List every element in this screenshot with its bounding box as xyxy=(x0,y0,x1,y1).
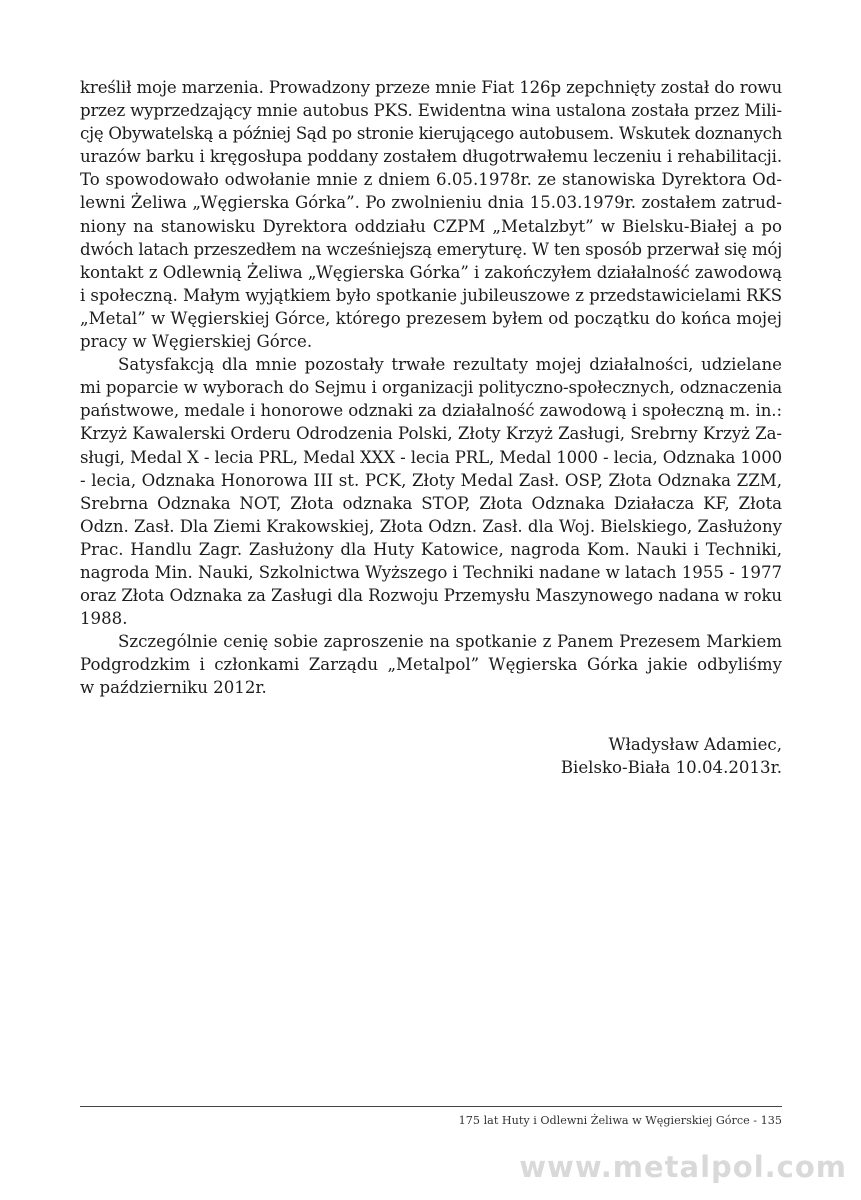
text-line: mi poparcie w wyborach do Sejmu i organizacji polityczno-społecznych, odznaczenia xyxy=(80,378,783,398)
text-line: i społeczną. Małym wyjątkiem było spotkanie jubileuszowe z przedstawicielami RKS xyxy=(80,285,783,305)
text-line: Krzyż Kawalerski Orderu Odrodzenia Polski, Złoty Krzyż Zasługi, Srebrny Krzyż Za- xyxy=(80,424,782,444)
text-line: sługi, Medal X - lecia PRL, Medal XXX - lecia PRL, Medal 1000 - lecia, Odznaka 1000 xyxy=(80,447,783,467)
text-line: „Metal” w Węgierskiej Górce, którego prezesem byłem od początku do końca mojej xyxy=(80,308,782,328)
text-line: Odzn. Zasł. Dla Ziemi Krakowskiej, Złota Odzn. Zasł. dla Woj. Bielskiego, Zasłużony xyxy=(80,516,783,536)
text-line: nagroda Min. Nauki, Szkolnictwa Wyższego i Techniki nadane w latach 1955 - 1977 xyxy=(80,562,782,582)
text-line: urazów barku i kręgosłupa poddany zostałem długotrwałemu leczeniu i rehabilitacji. xyxy=(80,147,782,167)
running-footer: 175 lat Huty i Odlewni Żeliwa w Węgierskiej Górce - 135 xyxy=(458,1114,782,1127)
text-line: Srebrna Odznaka NOT, Złota odznaka STOP, Złota Odznaka Działacza KF, Złota xyxy=(80,493,782,513)
text-line: cję Obywatelską a później Sąd po stronie kierującego autobusem. Wskutek doznanych xyxy=(80,124,782,144)
text-line: w październiku 2012r. xyxy=(80,678,267,698)
signature-place-date: Bielsko-Biała 10.04.2013r. xyxy=(560,758,782,778)
text-line: pracy w Węgierskiej Górce. xyxy=(80,332,313,352)
text-line: - lecia, Odznaka Honorowa III st. PCK, Złoty Medal Zasł. OSP, Złota Odznaka ZZM, xyxy=(80,470,782,490)
watermark: www.metalpol.com xyxy=(519,1150,847,1184)
text-line: 1988. xyxy=(80,609,128,629)
text-line: lewni Żeliwa „Węgierska Górka”. Po zwolnieniu dnia 15.03.1979r. zostałem zatrud- xyxy=(80,193,782,213)
paragraph-3 xyxy=(80,630,782,699)
text-line: państwowe, medale i honorowe odznaki za działalność zawodową i społeczną m. in.: xyxy=(80,401,782,421)
text-line: Szczególnie cenię sobie zaproszenie na spotkanie z Panem Prezesem Markiem xyxy=(118,632,782,652)
paragraph-2 xyxy=(80,353,782,630)
text-line: Prac. Handlu Zagr. Zasłużony dla Huty Katowice, nagroda Kom. Nauki i Techniki, xyxy=(80,539,782,559)
paragraph-1 xyxy=(80,76,782,353)
text-line: niony na stanowisku Dyrektora oddziału CZPM „Metalzbyt” w Bielsku-Białej a po xyxy=(80,216,782,236)
text-line: Podgrodzkim i członkami Zarządu „Metalpol” Węgierska Górka jakie odbyliśmy xyxy=(80,655,782,675)
text-line: dwóch latach przeszedłem na wcześniejszą emeryturę. W ten sposób przerwał się mój xyxy=(80,239,782,259)
signature-block xyxy=(561,733,782,779)
footer-divider xyxy=(80,1106,782,1107)
body-text xyxy=(80,76,782,700)
signature-name: Władysław Adamiec, xyxy=(608,735,782,754)
text-line: kreślił moje marzenia. Prowadzony przeze mnie Fiat 126p zepchnięty został do rowu xyxy=(80,78,782,97)
text-line: oraz Złota Odznaka za Zasługi dla Rozwoju Przemysłu Maszynowego nadana w roku xyxy=(80,586,782,606)
text-line: To spowodowało odwołanie mnie z dniem 6.05.1978r. ze stanowiska Dyrektora Od- xyxy=(80,170,782,190)
text-line: przez wyprzedzający mnie autobus PKS. Ewidentna wina ustalona została przez Mili- xyxy=(80,101,782,121)
text-line: kontakt z Odlewnią Żeliwa „Węgierska Górka” i zakończyłem działalność zawodową xyxy=(80,262,782,282)
text-line: Satysfakcją dla mnie pozostały trwałe rezultaty mojej działalności, udzielane xyxy=(118,355,782,375)
